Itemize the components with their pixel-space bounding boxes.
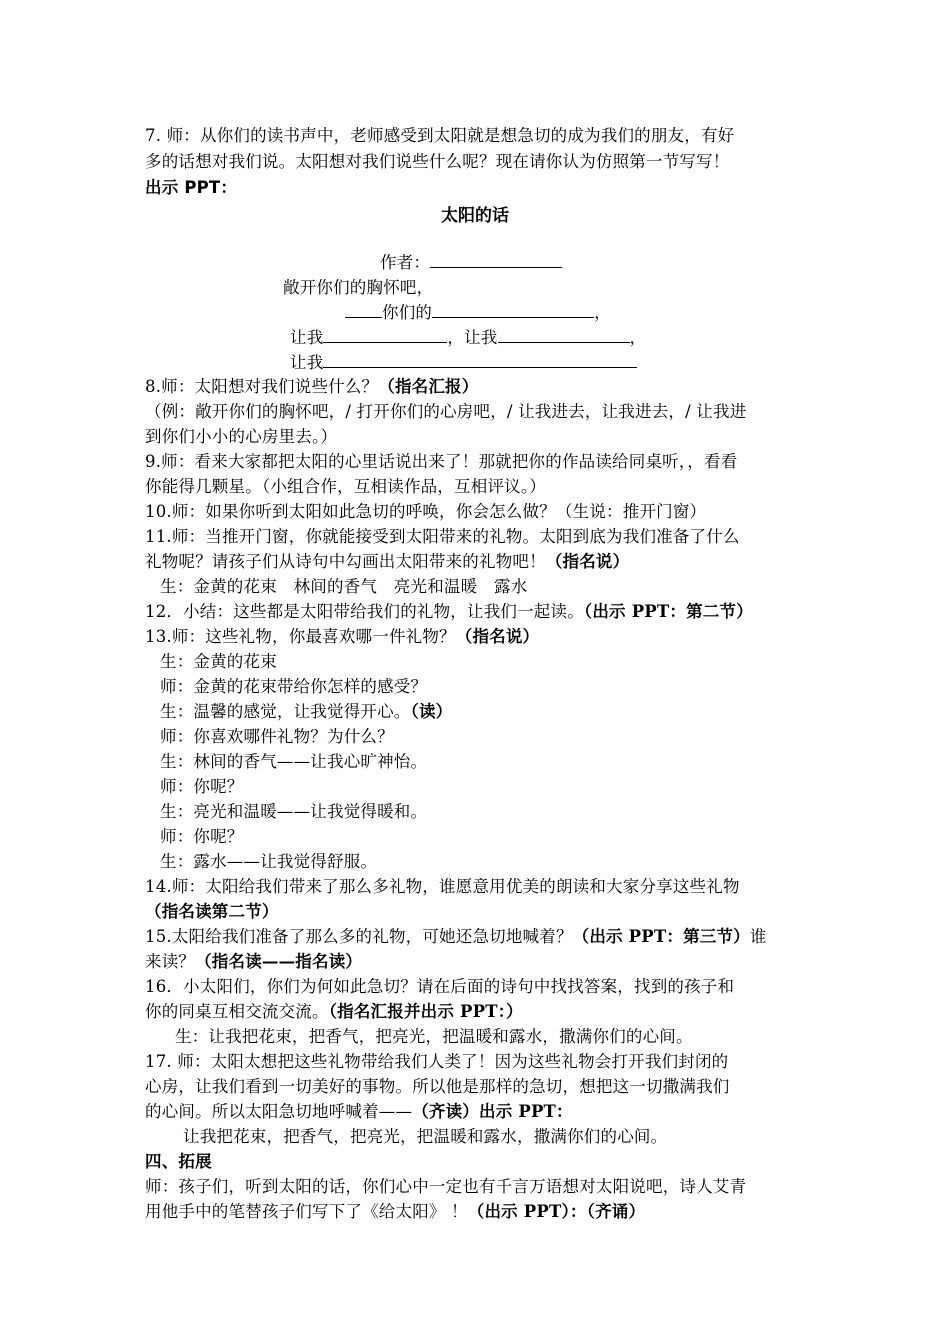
item-17-line-2: 心房，让我们看到一切美好的事物。所以他是那样的急切，想把这一切撒满我们 [145,1077,730,1096]
item-15-line-1 [145,925,767,949]
dialogue-text: 生：温馨的感觉，让我觉得开心。 [160,702,411,721]
poem-text: ，让我 [447,328,498,347]
item-7-line-1: 7. 师：从你们的读书声中，老师感受到太阳就是想急切的成为我们的朋友，有好 [145,126,735,145]
item-note: （齐读）出示 PPT： [412,1102,573,1121]
item-11-line-2 [145,550,629,574]
item-13 [145,625,539,649]
item-text: 13.师：这些礼物，你最喜欢哪一件礼物？ [145,627,456,646]
item-11-line-1: 11.师：当推开门窗，你就能接受到太阳带来的礼物。太阳到底为我们准备了什么 [145,527,740,546]
dialogue-line: 师：你呢？ [160,777,244,796]
extension-line-1: 师：孩子们，听到太阳的话，你们心中一定也有千言万语想对太阳说吧，诗人艾青 [145,1177,747,1196]
dialogue-line [160,700,452,724]
item-15-line-2 [145,950,362,974]
item-10: 10.师：如果你听到太阳如此急切的呼唤，你会怎么做？（生说：推开门窗） [145,502,707,521]
item-9-line-1: 9.师：看来大家都把太阳的心里话说出来了！那就把你的作品读给同桌听，，看看 [145,452,738,471]
poem-blank [498,326,630,343]
item-note: （指名汇报并出示 PPT：） [328,1002,523,1021]
item-text: 礼物呢？请孩子们从诗句中勾画出太阳带来的礼物吧！ [145,552,546,571]
dialogue-line: 生：露水——让我觉得舒服。 [160,852,378,871]
dialogue-line: 生：亮光和温暖——让我觉得暖和。 [160,802,428,821]
item-note: （指名汇报） [378,377,479,396]
item-16-answer: 生：让我把花束，把香气，把亮光，把温暖和露水，撒满你们的心间。 [175,1027,693,1046]
item-text: 12．小结：这些都是太阳带给我们的礼物，让我们一起读。 [145,602,584,621]
item-text: 用他手中的笔替孩子们写下了《给太阳》 ！ [145,1202,468,1221]
poem-blank [323,351,637,368]
poem-blank [323,326,447,343]
dialogue-line: 师：你呢？ [160,827,244,846]
dialogue-line: 师：金黄的花束带给你怎样的感受？ [160,677,428,696]
extension-line-2 [145,1200,645,1224]
item-14-line-1: 14.师：太阳给我们带来了那么多礼物，谁愿意用优美的朗读和大家分享这些礼物 [145,877,740,896]
item-text: 你的同桌互相交流交流。 [145,1002,329,1021]
poem-text: 让我 [290,328,324,347]
item-12 [145,600,753,624]
poem-author-label: 作者： [380,253,431,272]
item-text: 来读？ [145,952,196,971]
item-16-line-2 [145,1000,523,1024]
item-text: 15.太阳给我们准备了那么多的礼物，可她还急切地喊着？ [145,927,573,946]
item-14-line-2: （指名读第二节） [145,902,279,921]
item-note: （出示 PPT：第二节） [583,602,753,621]
poem-text: ， [629,328,647,347]
poem-line-4 [290,351,637,375]
poem-blank [432,301,594,318]
item-note: （出示 PPT）：（齐诵） [467,1202,646,1221]
poem-text: ， [594,303,611,322]
poem-title: 太阳的话 [441,206,509,226]
poem-text: 让我 [290,353,324,372]
author-blank [430,251,562,268]
item-note: （出示 PPT：第三节） [572,927,750,946]
poem-author-line [380,251,562,275]
section-heading: 四、拓展 [145,1152,212,1171]
item-9-line-2: 你能得几颗星。（小组合作，互相读作品，互相评议。） [145,477,546,496]
dialogue-line: 生：林间的香气——让我心旷神怡。 [160,752,428,771]
dialogue-line: 师：你喜欢哪件礼物？为什么？ [160,727,394,746]
item-17-line-3 [145,1100,573,1124]
poem-line-1: 敞开你们的胸怀吧， [283,278,434,297]
item-17-line-1: 17. 师：太阳太想把这些礼物带给我们人类了！因为这些礼物会打开我们封闭的 [145,1052,729,1071]
dialogue-line: 生：金黄的花束 [160,652,277,671]
show-ppt-label: 出示 PPT： [145,178,238,197]
item-note: （指名说） [545,552,630,571]
poem-line-2 [345,301,611,325]
item-16-line-1: 16．小太阳们，你们为何如此急切？请在后面的诗句中找找答案，找到的孩子和 [145,977,735,996]
item-text: 谁 [749,927,767,946]
item-8-line-3: 到你们小小的心房里去。） [145,427,338,446]
poem-text: 你们的 [382,303,433,322]
dialogue-note: （读） [410,702,453,721]
item-note: （指名说） [455,627,540,646]
item-text: 的心间。所以太阳急切地呼喊着—— [145,1102,413,1121]
item-11-answer: 生：金黄的花束 林间的香气 亮光和温暖 露水 [160,577,528,596]
item-17-recite: 让我把花束，把香气，把亮光，把温暖和露水，撒满你们的心间。 [183,1127,668,1146]
item-text: 8.师：太阳想对我们说些什么？ [145,377,379,396]
item-note: （指名读——指名读） [195,952,363,971]
item-8-line-2: （例：敞开你们的胸怀吧，/ 打开你们的心房吧，/ 让我进去，让我进去，/ 让我进 [145,402,747,421]
item-8-line-1 [145,375,478,399]
poem-blank [345,301,382,318]
item-7-line-2: 多的话想对我们说。太阳想对我们说些什么呢？现在请你认为仿照第一节写写！ [145,152,730,171]
poem-line-3 [290,326,646,350]
